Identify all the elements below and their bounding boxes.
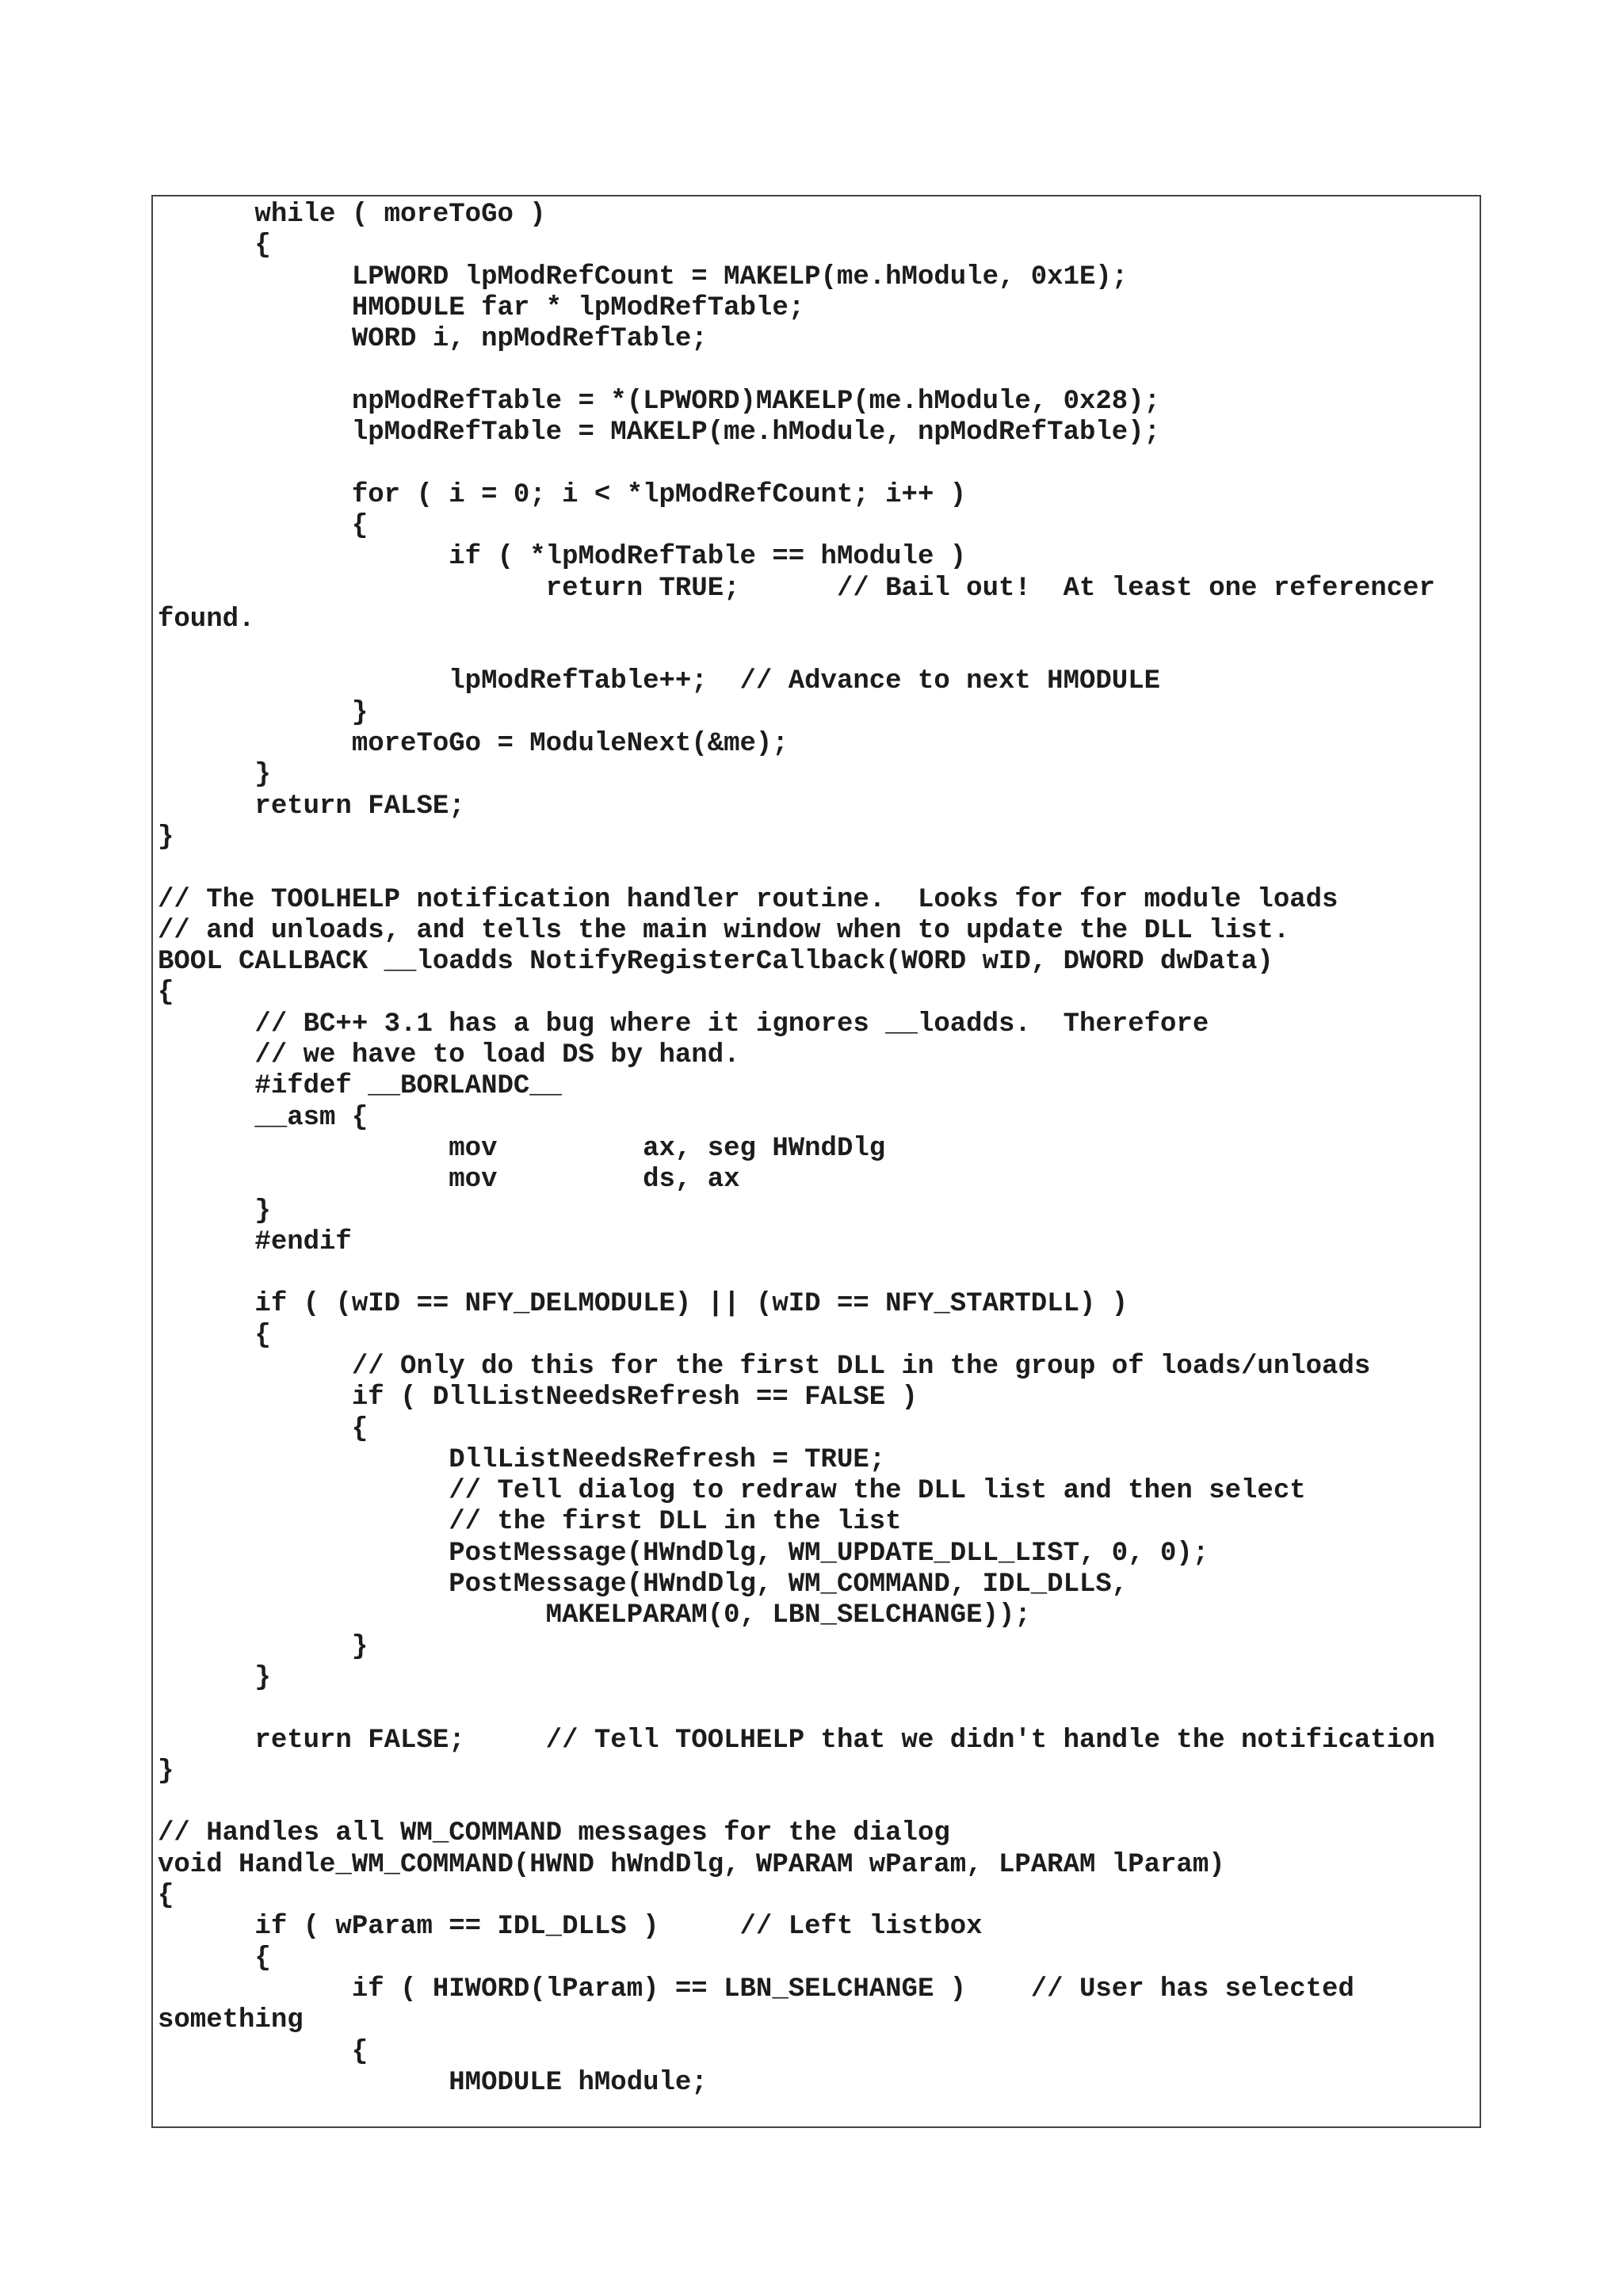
code-line: something (158, 2005, 304, 2036)
code-line: { (158, 1943, 271, 1974)
code-line: return FALSE; (158, 791, 465, 822)
code-line: HMODULE far * lpModRefTable; (158, 292, 805, 323)
code-line: lpModRefTable++; // Advance to next HMODULE (158, 666, 1161, 697)
code-line: { (158, 2036, 369, 2067)
code-line (158, 635, 1480, 666)
code-line: #ifdef __BORLANDC__ (158, 1071, 563, 1102)
code-line: DllListNeedsRefresh = TRUE; (158, 1444, 886, 1475)
code-line: } (158, 1196, 271, 1226)
code-line: // we have to load DS by hand. (158, 1040, 740, 1071)
code-line: found. (158, 604, 255, 635)
code-line: moreToGo = ModuleNext(&me); (158, 729, 789, 760)
code-line: __asm { (158, 1102, 369, 1133)
code-line: // and unloads, and tells the main window when to update the DLL list. (158, 915, 1290, 946)
code-line: npModRefTable = *(LPWORD)MAKELP(me.hModule, 0x28); (158, 386, 1161, 417)
code-line: #endif (158, 1226, 352, 1257)
code-line: return TRUE; // Bail out! At least one referencer (158, 573, 1435, 604)
code-line (158, 448, 1480, 479)
code-line: { (158, 1413, 369, 1444)
code-line: } (158, 697, 369, 728)
code-line: MAKELPARAM(0, LBN_SELCHANGE)); (158, 1600, 1031, 1631)
code-line: // Tell dialog to redraw the DLL list and then select (158, 1476, 1306, 1507)
code-line: lpModRefTable = MAKELP(me.hModule, npModRefTable); (158, 418, 1161, 448)
code-line (158, 355, 1480, 386)
code-line: if ( *lpModRefTable == hModule ) (158, 542, 967, 573)
code-line: if ( HIWORD(lParam) == LBN_SELCHANGE ) // User has selected (158, 1974, 1354, 2004)
code-line (158, 1694, 1480, 1725)
code-line: { (158, 1320, 271, 1351)
code-line: // Handles all WM_COMMAND messages for the dialog (158, 1818, 950, 1849)
code-line: BOOL CALLBACK __loadds NotifyRegisterCallback(WORD wID, DWORD dwData) (158, 947, 1274, 978)
code-line: if ( (wID == NFY_DELMODULE) || (wID == NFY_STARTDLL) ) (158, 1289, 1128, 1320)
code-line: // BC++ 3.1 has a bug where it ignores __loadds. Therefore (158, 1009, 1209, 1039)
code-line: // the first DLL in the list (158, 1507, 902, 1538)
code-line: } (158, 1756, 174, 1787)
code-line: mov ax, seg HWndDlg (158, 1133, 886, 1164)
code-line (158, 1258, 1480, 1289)
code-line: HMODULE hModule; (158, 2067, 708, 2098)
code-line: // The TOOLHELP notification handler routine. Looks for for module loads (158, 884, 1338, 915)
code-line: PostMessage(HWndDlg, WM_COMMAND, IDL_DLLS, (158, 1569, 1128, 1600)
code-line: { (158, 510, 369, 541)
code-line: mov ds, ax (158, 1165, 740, 1196)
code-line: } (158, 1631, 369, 1662)
code-line: { (158, 978, 174, 1009)
code-line: } (158, 1662, 271, 1693)
code-line: return FALSE; // Tell TOOLHELP that we didn't handle the notification (158, 1725, 1435, 1756)
code-line: { (158, 231, 271, 261)
code-line: } (158, 822, 174, 852)
code-line: PostMessage(HWndDlg, WM_UPDATE_DLL_LIST, 0, 0); (158, 1538, 1209, 1569)
code-line: { (158, 1881, 174, 1912)
code-line: void Handle_WM_COMMAND(HWND hWndDlg, WPARAM wParam, LPARAM lParam) (158, 1849, 1225, 1880)
code-listing (158, 200, 1480, 2099)
code-listing-box (151, 195, 1481, 2128)
code-line: // Only do this for the first DLL in the group of loads/unloads (158, 1351, 1371, 1382)
code-line (158, 1787, 1480, 1818)
code-line: LPWORD lpModRefCount = MAKELP(me.hModule, 0x1E); (158, 261, 1128, 292)
code-line: if ( wParam == IDL_DLLS ) // Left listbox (158, 1912, 983, 1943)
code-line (158, 853, 1480, 884)
code-line: while ( moreToGo ) (158, 200, 546, 230)
code-line: if ( DllListNeedsRefresh == FALSE ) (158, 1383, 918, 1413)
code-line: WORD i, npModRefTable; (158, 324, 708, 355)
code-line: } (158, 760, 271, 791)
code-line: for ( i = 0; i < *lpModRefCount; i++ ) (158, 479, 967, 510)
